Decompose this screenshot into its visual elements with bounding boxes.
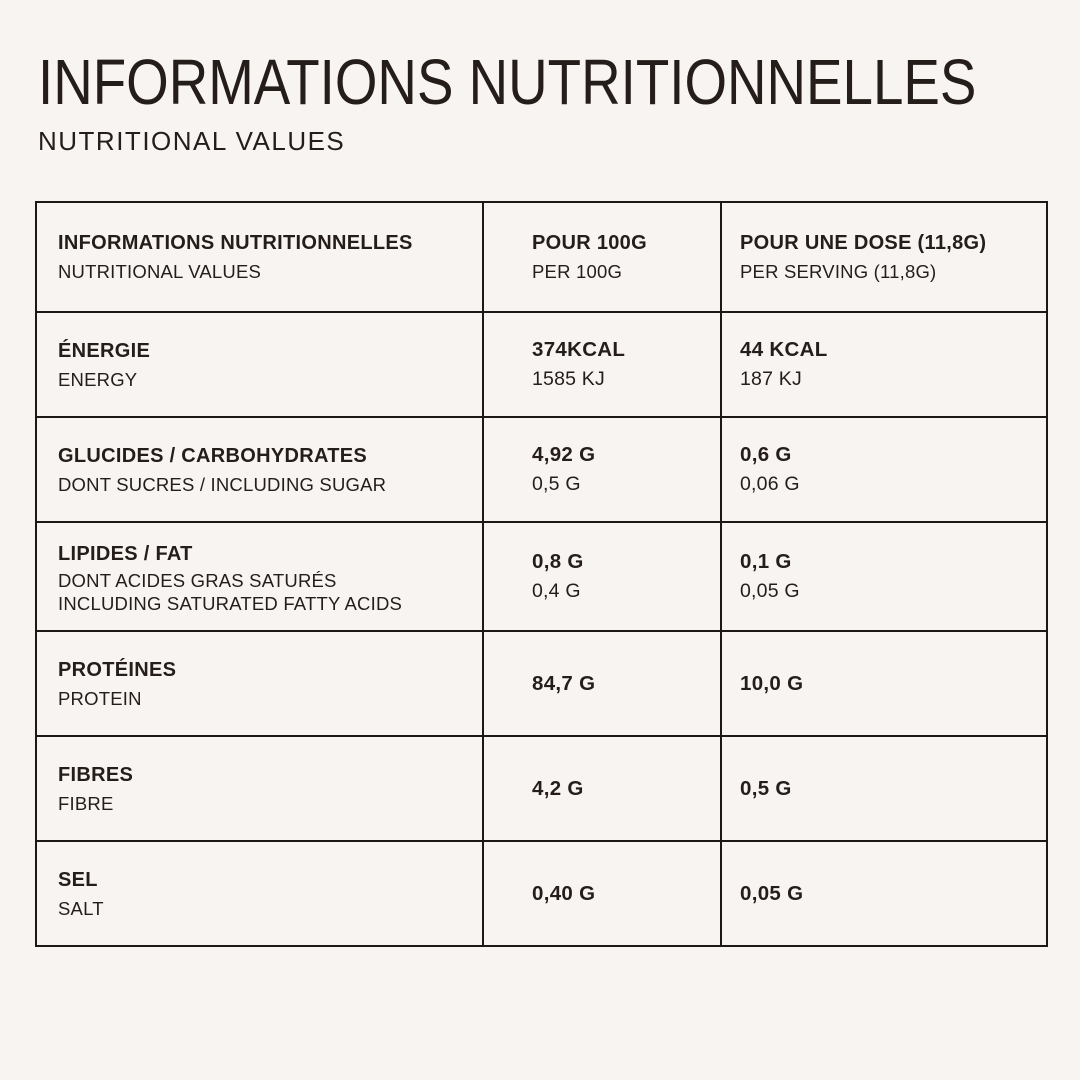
header-per-serving-fr: POUR UNE DOSE (11,8G) [740,232,987,254]
energy-label-fr: ÉNERGIE [58,339,151,362]
header-per100g-en: PER 100G [532,261,623,282]
fat-per-serving-total: 0,1 G [740,550,792,573]
carbohydrates-per-serving-cell [720,418,1046,521]
salt-per100g-cell [482,842,720,945]
fibre-per-serving-value: 0,5 G [740,776,792,800]
carbohydrates-per100g-sugar: 0,5 G [532,473,581,495]
header-per100g-fr: POUR 100G [532,232,647,254]
header-cell-labels [37,203,482,311]
table-row-protein [37,630,1046,735]
carbohydrates-per-serving-sugar: 0,06 G [740,473,800,495]
salt-label-cell [37,842,482,945]
salt-per100g-value: 0,40 G [532,881,596,905]
carbohydrates-per100g-total: 4,92 G [532,443,596,466]
protein-per100g-cell [482,632,720,735]
fibre-per-serving-cell [720,737,1046,840]
table-row-fibre [37,735,1046,840]
fat-per100g-cell [482,523,720,630]
energy-label-en: ENERGY [58,368,138,390]
protein-label-en: PROTEIN [58,687,142,709]
fibre-per100g-cell [482,737,720,840]
header-labels-fr: INFORMATIONS NUTRITIONNELLES [58,232,413,254]
salt-label-en: SALT [58,897,104,919]
protein-per-serving-cell [720,632,1046,735]
fat-per-serving-cell [720,523,1046,630]
fat-per100g-total: 0,8 G [532,550,584,573]
energy-label-cell [37,313,482,416]
carbohydrates-per100g-cell [482,418,720,521]
table-row-fat [37,521,1046,630]
table-row-energy [37,311,1046,416]
header-cell-per100g [482,203,720,311]
carbohydrates-per-serving-total: 0,6 G [740,443,792,466]
salt-per-serving-value: 0,05 G [740,881,804,905]
table-row-salt [37,840,1046,945]
fat-per-serving-saturated: 0,05 G [740,580,800,602]
carbohydrates-label-fr: GLUCIDES / CARBOHYDRATES [58,444,368,467]
protein-label-fr: PROTÉINES [58,658,177,681]
energy-per100g-kcal: 374KCAL [532,338,626,361]
salt-per-serving-cell [720,842,1046,945]
energy-per100g-cell [482,313,720,416]
header-labels-en: NUTRITIONAL VALUES [58,261,262,282]
page-title: INFORMATIONS NUTRITIONNELLES [38,46,977,118]
fat-label-saturated-fr: DONT ACIDES GRAS SATURÉS [58,569,337,591]
energy-per-serving-kj: 187 KJ [740,368,802,390]
salt-label-fr: SEL [58,868,98,891]
fat-label-fr: LIPIDES / FAT [58,542,193,565]
fibre-per100g-value: 4,2 G [532,776,584,800]
page-subtitle: NUTRITIONAL VALUES [38,126,346,156]
protein-per-serving-value: 10,0 G [740,671,804,695]
energy-per-serving-kcal: 44 KCAL [740,338,828,361]
protein-per100g-value: 84,7 G [532,671,596,695]
page-heading [0,0,1080,157]
table-row-carbohydrates [37,416,1046,521]
fat-per100g-saturated: 0,4 G [532,580,581,602]
energy-per100g-kj: 1585 KJ [532,368,605,390]
nutrition-table [35,201,1048,947]
fibre-label-en: FIBRE [58,792,114,814]
header-per-serving-en: PER SERVING (11,8G) [740,261,937,282]
carbohydrates-label-cell [37,418,482,521]
energy-per-serving-cell [720,313,1046,416]
protein-label-cell [37,632,482,735]
fibre-label-fr: FIBRES [58,763,134,786]
carbohydrates-label-sugar: DONT SUCRES / INCLUDING SUGAR [58,473,387,495]
header-cell-per-serving [720,203,1046,311]
fat-label-cell [37,523,482,630]
fibre-label-cell [37,737,482,840]
table-header-row [37,203,1046,311]
fat-label-saturated-en: INCLUDING SATURATED FATTY ACIDS [58,592,403,614]
